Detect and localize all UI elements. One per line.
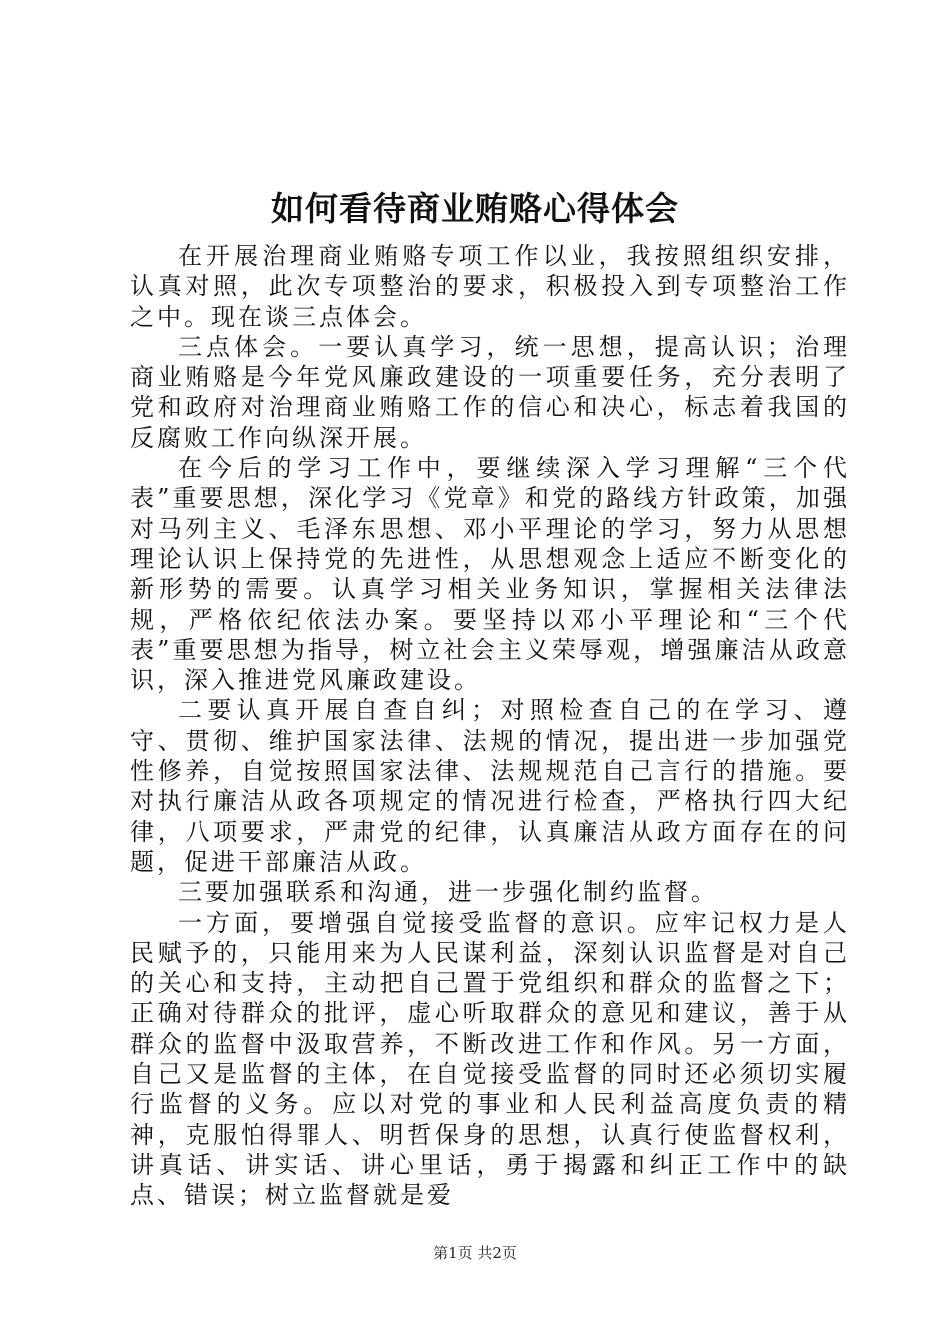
page-footer: 第1页 共2页 — [433, 1244, 517, 1262]
paragraph: 三要加强联系和沟通，进一步强化制约监督。 — [178, 878, 718, 907]
paragraph: 二要认真开展自查自纠；对照检查自己的在学习、遵守、贯彻、维护国家法律、法规的情况，提出进一步加强党性修养，自觉按照国家法律、法规规范自己言行的措施。要对执行廉洁从政各项规定的情况进行检查，严格执行四大纪律，八项要求，严肃党的纪律，认真廉洁从政方面存在的问题，促进干部廉洁从政。 — [130, 696, 850, 876]
paragraph: 三点体会。一要认真学习，统一思想，提高认识；治理商业贿赂是今年党风廉政建设的一项重要任务，充分表明了党和政府对治理商业贿赂工作的信心和决心，标志着我国的反腐败工作向纵深开展。 — [130, 332, 850, 452]
paragraph: 在今后的学习工作中，要继续深入学习理解“三个代表”重要思想，深化学习《党章》和党的路线方针政策，加强对马列主义、毛泽东思想、邓小平理论的学习，努力从思想理论认识上保持党的先进性，从思想观念上适应不断变化的新形势的需要。认真学习相关业务知识，掌握相关法律法规，严格依纪依法办案。要坚持以邓小平理论和“三个代表”重要思想为指导，树立社会主义荣辱观，增强廉洁从政意识，深入推进党风廉政建设。 — [130, 454, 850, 695]
paragraph: 在开展治理商业贿赂专项工作以业，我按照组织安排，认真对照，此次专项整治的要求，积极投入到专项整治工作之中。现在谈三点体会。 — [130, 242, 850, 331]
document-body — [130, 241, 850, 1211]
document-title: 如何看待商业贿赂心得体会 — [271, 189, 679, 228]
paragraph: 一方面，要增强自觉接受监督的意识。应牢记权力是人民赋予的，只能用来为人民谋利益，深刻认识监督是对自己的关心和支持，主动把自己置于党组织和群众的监督之下；正确对待群众的批评，虚心听取群众的意见和建议，善于从群众的监督中汲取营养，不断改进工作和作风。另一方面，自己又是监督的主体，在自觉接受监督的同时还必须切实履行监督的义务。应以对党的事业和人民利益高度负责的精神，克服怕得罪人、明哲保身的思想，认真行使监督权利，讲真话、讲实话、讲心里话，勇于揭露和纠正工作中的缺点、错误；树立监督就是爱 — [130, 908, 850, 1210]
